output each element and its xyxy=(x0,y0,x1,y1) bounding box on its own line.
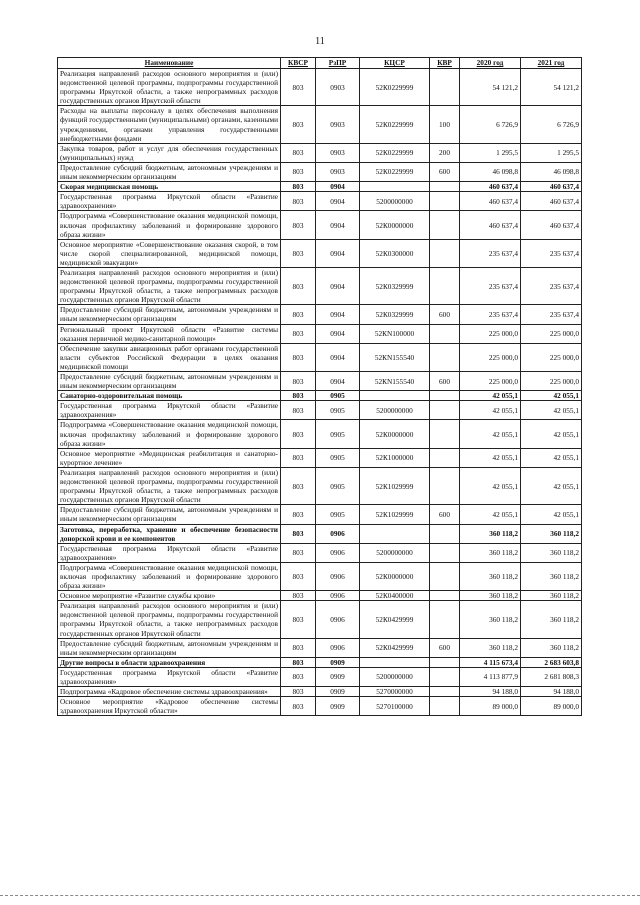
cell-name: Реализация направлений расходов основного мероприятия и (или) ведомственной целевой программы, подпрограммы государственной программы Иркутской области, а также непрограммных расходов государственных органов Иркутской области xyxy=(58,69,281,106)
cell-kcsr: 5270000000 xyxy=(360,687,430,697)
cell-2020: 225 000,0 xyxy=(460,372,521,391)
cell-rzpr: 0906 xyxy=(316,601,360,638)
cell-kvsr: 803 xyxy=(281,305,316,324)
cell-kvsr: 803 xyxy=(281,343,316,371)
cell-kcsr: 52К0000000 xyxy=(360,562,430,590)
cell-name: Предоставление субсидий бюджетным, автономным учреждениям и иным некоммерческим организациям xyxy=(58,162,281,181)
cell-rzpr: 0904 xyxy=(316,192,360,211)
table-row xyxy=(58,391,582,401)
column-header-kvr: КВР xyxy=(430,58,460,69)
cell-2021: 94 188,0 xyxy=(521,687,582,697)
table-body xyxy=(58,69,582,716)
cell-kcsr: 5200000000 xyxy=(360,667,430,686)
cell-2021: 46 098,8 xyxy=(521,162,582,181)
cell-name: Основное мероприятие «Совершенствование оказания скорой, в том числе скорой специализированной, медицинской помощи, медицинской эвакуации» xyxy=(58,239,281,267)
cell-kvr xyxy=(430,239,460,267)
cell-rzpr: 0904 xyxy=(316,211,360,239)
cell-kvr xyxy=(430,69,460,106)
cell-kcsr: 52К0429999 xyxy=(360,638,430,657)
cell-kvr xyxy=(430,687,460,697)
cell-rzpr: 0903 xyxy=(316,106,360,143)
cell-2021: 225 000,0 xyxy=(521,324,582,343)
cell-2021: 42 055,1 xyxy=(521,401,582,420)
cell-kvsr: 803 xyxy=(281,543,316,562)
cell-kvr: 100 xyxy=(430,106,460,143)
cell-rzpr: 0905 xyxy=(316,505,360,524)
cell-2021: 460 637,4 xyxy=(521,182,582,192)
cell-kvsr: 803 xyxy=(281,467,316,504)
cell-rzpr: 0909 xyxy=(316,667,360,686)
cell-rzpr: 0904 xyxy=(316,239,360,267)
cell-name: Расходы на выплаты персоналу в целях обеспечения выполнения функций государственными (муниципальными) органами, казенными учреждениями, органами управления государственными внебюджетными фондами xyxy=(58,106,281,143)
cell-rzpr: 0905 xyxy=(316,448,360,467)
cell-kvsr: 803 xyxy=(281,420,316,448)
cell-kcsr: 52К1000000 xyxy=(360,448,430,467)
cell-name: Предоставление субсидий бюджетным, автономным учреждениям и иным некоммерческим организациям xyxy=(58,372,281,391)
cell-name: Предоставление субсидий бюджетным, автономным учреждениям и иным некоммерческим организациям xyxy=(58,505,281,524)
cell-kvr xyxy=(430,601,460,638)
column-header-rzpr: РзПР xyxy=(316,58,360,69)
cell-kvr: 200 xyxy=(430,143,460,162)
cell-2020: 46 098,8 xyxy=(460,162,521,181)
cell-kvr xyxy=(430,562,460,590)
cell-rzpr: 0904 xyxy=(316,182,360,192)
cell-kvsr: 803 xyxy=(281,106,316,143)
cell-kcsr: 52КN155540 xyxy=(360,343,430,371)
column-header-name: Наименование xyxy=(58,58,281,69)
cell-2020: 235 637,4 xyxy=(460,267,521,304)
cell-2020: 460 637,4 xyxy=(460,192,521,211)
cell-kvsr: 803 xyxy=(281,239,316,267)
cell-kcsr: 5200000000 xyxy=(360,401,430,420)
cell-rzpr: 0904 xyxy=(316,324,360,343)
cell-kvr xyxy=(430,211,460,239)
cell-kvr xyxy=(430,420,460,448)
cell-2020: 360 118,2 xyxy=(460,638,521,657)
cell-2021: 360 118,2 xyxy=(521,591,582,601)
cell-kvr xyxy=(430,343,460,371)
cell-2021: 42 055,1 xyxy=(521,467,582,504)
cell-name: Скорая медицинская помощь xyxy=(58,182,281,192)
table-row xyxy=(58,324,582,343)
cell-2021: 235 637,4 xyxy=(521,305,582,324)
cell-kvsr: 803 xyxy=(281,372,316,391)
cell-kcsr: 52К1029999 xyxy=(360,467,430,504)
cell-2020: 360 118,2 xyxy=(460,524,521,543)
cell-name: Реализация направлений расходов основного мероприятия и (или) ведомственной целевой программы, подпрограммы государственной программы Иркутской области, а также непрограммных расходов государственных органов Иркутской области xyxy=(58,467,281,504)
cell-rzpr: 0903 xyxy=(316,162,360,181)
column-header-2020: 2020 год xyxy=(460,58,521,69)
cell-kvr xyxy=(430,448,460,467)
cell-kcsr: 52К0329999 xyxy=(360,305,430,324)
cell-name: Подпрограмма «Совершенствование оказания медицинской помощи, включая профилактику заболеваний и формирование здорового образа жизни» xyxy=(58,420,281,448)
cell-rzpr: 0906 xyxy=(316,591,360,601)
cell-name: Подпрограмма «Совершенствование оказания медицинской помощи, включая профилактику заболеваний и формирование здорового образа жизни» xyxy=(58,211,281,239)
table-row xyxy=(58,562,582,590)
cell-kcsr: 52К0429999 xyxy=(360,601,430,638)
table-row xyxy=(58,543,582,562)
table-row xyxy=(58,143,582,162)
cell-kvsr: 803 xyxy=(281,324,316,343)
cell-name: Государственная программа Иркутской области «Развитие здравоохранения» xyxy=(58,401,281,420)
table-row xyxy=(58,211,582,239)
table-row xyxy=(58,687,582,697)
cell-kvsr: 803 xyxy=(281,667,316,686)
cell-2020: 42 055,1 xyxy=(460,467,521,504)
cell-name: Санаторно-оздоровительная помощь xyxy=(58,391,281,401)
cell-name: Другие вопросы в области здравоохранения xyxy=(58,657,281,667)
cell-kvsr: 803 xyxy=(281,143,316,162)
cell-rzpr: 0909 xyxy=(316,687,360,697)
table-row xyxy=(58,467,582,504)
cell-rzpr: 0905 xyxy=(316,401,360,420)
cell-kvsr: 803 xyxy=(281,657,316,667)
cell-kvr xyxy=(430,192,460,211)
cell-kvr: 600 xyxy=(430,505,460,524)
bottom-divider xyxy=(0,895,640,896)
cell-2021: 54 121,2 xyxy=(521,69,582,106)
cell-kvsr: 803 xyxy=(281,687,316,697)
cell-2020: 4 113 877,9 xyxy=(460,667,521,686)
cell-2020: 235 637,4 xyxy=(460,305,521,324)
cell-kvr xyxy=(430,324,460,343)
cell-kcsr xyxy=(360,182,430,192)
cell-kcsr: 52К0229999 xyxy=(360,143,430,162)
cell-kvr: 600 xyxy=(430,372,460,391)
cell-kvsr: 803 xyxy=(281,697,316,716)
table-row xyxy=(58,601,582,638)
cell-2020: 54 121,2 xyxy=(460,69,521,106)
cell-2020: 42 055,1 xyxy=(460,391,521,401)
cell-name: Государственная программа Иркутской области «Развитие здравоохранения» xyxy=(58,192,281,211)
cell-rzpr: 0906 xyxy=(316,543,360,562)
cell-name: Подпрограмма «Совершенствование оказания медицинской помощи, включая профилактику заболеваний и формирование здорового образа жизни» xyxy=(58,562,281,590)
table-row xyxy=(58,697,582,716)
cell-2020: 42 055,1 xyxy=(460,505,521,524)
cell-kvsr: 803 xyxy=(281,601,316,638)
cell-name: Реализация направлений расходов основного мероприятия и (или) ведомственной целевой программы, подпрограммы государственной программы Иркутской области, а также непрограммных расходов государственных органов Иркутской области xyxy=(58,267,281,304)
cell-2021: 6 726,9 xyxy=(521,106,582,143)
cell-2020: 4 115 673,4 xyxy=(460,657,521,667)
column-header-kvsr: КВСР xyxy=(281,58,316,69)
cell-kcsr xyxy=(360,524,430,543)
cell-name: Основное мероприятие «Медицинская реабилитация и санаторно-курортное лечение» xyxy=(58,448,281,467)
cell-rzpr: 0905 xyxy=(316,391,360,401)
cell-kcsr: 5270100000 xyxy=(360,697,430,716)
table-row xyxy=(58,305,582,324)
cell-2021: 42 055,1 xyxy=(521,448,582,467)
column-header-kcsr: КЦСР xyxy=(360,58,430,69)
cell-kvr xyxy=(430,391,460,401)
table-header-row xyxy=(58,58,582,69)
cell-2021: 42 055,1 xyxy=(521,391,582,401)
cell-kvr xyxy=(430,401,460,420)
cell-rzpr: 0906 xyxy=(316,562,360,590)
cell-2020: 360 118,2 xyxy=(460,601,521,638)
cell-kcsr: 52К0329999 xyxy=(360,267,430,304)
cell-2021: 225 000,0 xyxy=(521,372,582,391)
column-header-2021: 2021 год xyxy=(521,58,582,69)
cell-2020: 42 055,1 xyxy=(460,448,521,467)
cell-kcsr: 52КN100000 xyxy=(360,324,430,343)
cell-rzpr: 0903 xyxy=(316,69,360,106)
cell-kvr xyxy=(430,543,460,562)
cell-2021: 360 118,2 xyxy=(521,543,582,562)
table-row xyxy=(58,420,582,448)
cell-2020: 360 118,2 xyxy=(460,562,521,590)
cell-kvsr: 803 xyxy=(281,505,316,524)
cell-name: Предоставление субсидий бюджетным, автономным учреждениям и иным некоммерческим организациям xyxy=(58,305,281,324)
cell-2021: 360 118,2 xyxy=(521,638,582,657)
table-row xyxy=(58,162,582,181)
cell-kvr xyxy=(430,182,460,192)
cell-2021: 1 295,5 xyxy=(521,143,582,162)
table-row xyxy=(58,69,582,106)
cell-name: Реализация направлений расходов основного мероприятия и (или) ведомственной целевой программы, подпрограммы государственной программы Иркутской области, а также непрограммных расходов государственных органов Иркутской области xyxy=(58,601,281,638)
cell-kvsr: 803 xyxy=(281,182,316,192)
table-row xyxy=(58,401,582,420)
cell-rzpr: 0904 xyxy=(316,343,360,371)
cell-2021: 460 637,4 xyxy=(521,192,582,211)
cell-kcsr: 52К0229999 xyxy=(360,69,430,106)
cell-kvr xyxy=(430,667,460,686)
cell-rzpr: 0903 xyxy=(316,143,360,162)
cell-name: Предоставление субсидий бюджетным, автономным учреждениям и иным некоммерческим организациям xyxy=(58,638,281,657)
cell-name: Основное мероприятие «Кадровое обеспечение системы здравоохранения Иркутской области» xyxy=(58,697,281,716)
cell-kcsr: 52К1029999 xyxy=(360,505,430,524)
cell-kcsr: 5200000000 xyxy=(360,192,430,211)
cell-2020: 225 000,0 xyxy=(460,343,521,371)
cell-rzpr: 0909 xyxy=(316,657,360,667)
cell-kvsr: 803 xyxy=(281,524,316,543)
cell-2020: 1 295,5 xyxy=(460,143,521,162)
cell-name: Закупка товаров, работ и услуг для обеспечения государственных (муниципальных) нужд xyxy=(58,143,281,162)
cell-kvsr: 803 xyxy=(281,267,316,304)
cell-rzpr: 0905 xyxy=(316,420,360,448)
cell-rzpr: 0904 xyxy=(316,267,360,304)
table-row xyxy=(58,638,582,657)
cell-name: Государственная программа Иркутской области «Развитие здравоохранения» xyxy=(58,667,281,686)
cell-kvr: 600 xyxy=(430,162,460,181)
table-row xyxy=(58,192,582,211)
cell-2021: 225 000,0 xyxy=(521,343,582,371)
cell-2020: 225 000,0 xyxy=(460,324,521,343)
cell-2020: 360 118,2 xyxy=(460,543,521,562)
cell-2020: 460 637,4 xyxy=(460,211,521,239)
cell-kcsr: 5200000000 xyxy=(360,543,430,562)
table-row xyxy=(58,106,582,143)
table-row xyxy=(58,372,582,391)
cell-2021: 2 683 603,8 xyxy=(521,657,582,667)
cell-name: Обеспечение закупки авиационных работ органами государственной власти субъектов Российской Федерации в целях оказания медицинской помощи xyxy=(58,343,281,371)
cell-kvr: 600 xyxy=(430,638,460,657)
cell-2021: 360 118,2 xyxy=(521,562,582,590)
cell-2021: 360 118,2 xyxy=(521,601,582,638)
cell-kvr xyxy=(430,657,460,667)
cell-kcsr xyxy=(360,391,430,401)
table-row xyxy=(58,239,582,267)
cell-2020: 42 055,1 xyxy=(460,420,521,448)
cell-name: Основное мероприятие «Развитие службы крови» xyxy=(58,591,281,601)
cell-name: Подпрограмма «Кадровое обеспечение системы здравоохранения» xyxy=(58,687,281,697)
table-row xyxy=(58,657,582,667)
cell-rzpr: 0909 xyxy=(316,697,360,716)
cell-kcsr: 52КN155540 xyxy=(360,372,430,391)
cell-name: Государственная программа Иркутской области «Развитие здравоохранения» xyxy=(58,543,281,562)
cell-rzpr: 0905 xyxy=(316,467,360,504)
cell-2020: 89 000,0 xyxy=(460,697,521,716)
table-row xyxy=(58,343,582,371)
cell-kvr xyxy=(430,267,460,304)
cell-rzpr: 0904 xyxy=(316,372,360,391)
page-number: 11 xyxy=(315,36,325,47)
cell-kvsr: 803 xyxy=(281,211,316,239)
cell-kvsr: 803 xyxy=(281,562,316,590)
table-row xyxy=(58,267,582,304)
table-row xyxy=(58,448,582,467)
table-row xyxy=(58,667,582,686)
cell-kcsr: 52К0400000 xyxy=(360,591,430,601)
cell-kvsr: 803 xyxy=(281,69,316,106)
cell-kvsr: 803 xyxy=(281,401,316,420)
cell-2020: 235 637,4 xyxy=(460,239,521,267)
cell-2021: 460 637,4 xyxy=(521,211,582,239)
table-row xyxy=(58,505,582,524)
cell-kvr xyxy=(430,467,460,504)
cell-2020: 6 726,9 xyxy=(460,106,521,143)
table-row xyxy=(58,524,582,543)
cell-name: Заготовка, переработка, хранение и обеспечение безопасности донорской крови и ее компонентов xyxy=(58,524,281,543)
cell-2021: 89 000,0 xyxy=(521,697,582,716)
cell-kvr xyxy=(430,591,460,601)
cell-2021: 42 055,1 xyxy=(521,505,582,524)
cell-rzpr: 0906 xyxy=(316,524,360,543)
cell-2020: 42 055,1 xyxy=(460,401,521,420)
cell-2021: 235 637,4 xyxy=(521,267,582,304)
cell-kcsr: 52К0000000 xyxy=(360,211,430,239)
cell-name: Региональный проект Иркутской области «Развитие системы оказания первичной медико-санитарной помощи» xyxy=(58,324,281,343)
cell-2021: 235 637,4 xyxy=(521,239,582,267)
cell-kvsr: 803 xyxy=(281,391,316,401)
cell-kcsr: 52К0229999 xyxy=(360,106,430,143)
cell-2020: 360 118,2 xyxy=(460,591,521,601)
table-row xyxy=(58,182,582,192)
cell-kvr xyxy=(430,697,460,716)
table-row xyxy=(58,591,582,601)
cell-kvsr: 803 xyxy=(281,638,316,657)
cell-kvr: 600 xyxy=(430,305,460,324)
cell-2021: 2 681 808,3 xyxy=(521,667,582,686)
cell-kvr xyxy=(430,524,460,543)
cell-2021: 360 118,2 xyxy=(521,524,582,543)
cell-kvsr: 803 xyxy=(281,591,316,601)
cell-2020: 94 188,0 xyxy=(460,687,521,697)
cell-rzpr: 0906 xyxy=(316,638,360,657)
cell-kcsr: 52К0300000 xyxy=(360,239,430,267)
cell-rzpr: 0904 xyxy=(316,305,360,324)
cell-kcsr xyxy=(360,657,430,667)
cell-kvsr: 803 xyxy=(281,192,316,211)
cell-kcsr: 52К0229999 xyxy=(360,162,430,181)
cell-kvsr: 803 xyxy=(281,448,316,467)
cell-kvsr: 803 xyxy=(281,162,316,181)
cell-2021: 42 055,1 xyxy=(521,420,582,448)
cell-kcsr: 52К0000000 xyxy=(360,420,430,448)
cell-2020: 460 637,4 xyxy=(460,182,521,192)
budget-table xyxy=(57,57,582,716)
